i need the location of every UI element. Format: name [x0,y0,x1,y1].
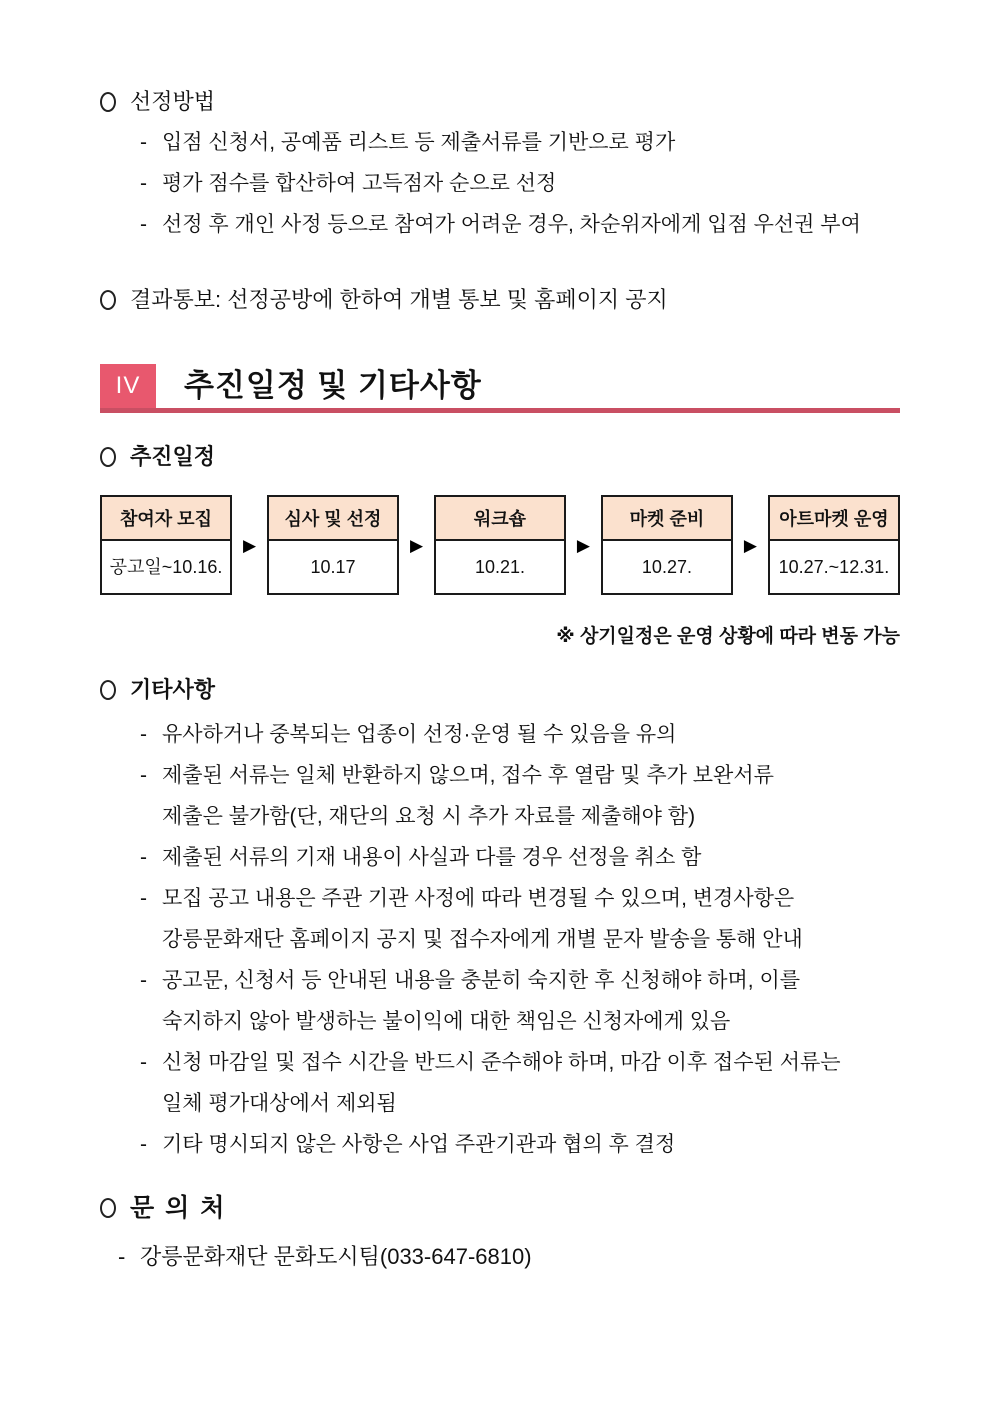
flow-step-label: 심사 및 선정 [269,497,397,541]
list-item-text: 제출된 서류의 기재 내용이 사실과 다를 경우 선정을 취소 함 [162,846,702,869]
selection-method-section [100,88,900,240]
list-item [140,1130,900,1160]
etc-heading [100,676,900,704]
list-item-text: 공고문, 신청서 등 안내된 내용을 충분히 숙지한 후 신청해야 하며, 이를 [162,969,801,992]
contact-heading [100,1194,900,1222]
dash-bullet: - [140,1133,147,1156]
list-item-text: 모집 공고 내용은 주관 기관 사정에 따라 변경될 수 있으며, 변경사항은 [162,887,795,910]
list-item-text: 선정 후 개인 사정 등으로 참여가 어려운 경우, 차순위자에게 입점 우선권 부여 [162,213,861,236]
dash-bullet: - [140,723,147,746]
list-item [140,169,900,199]
list-item [140,720,900,750]
contact-line [118,1242,900,1272]
flow-step-label: 아트마켓 운영 [770,497,898,541]
selection-method-list [140,128,900,240]
list-item-text: 평가 점수를 합산하여 고득점자 순으로 선정 [162,172,557,195]
list-item [140,1048,900,1119]
arrow-right-icon: ▶ [409,535,424,555]
circle-bullet-icon [100,447,116,467]
schedule-title: 추진일정 [130,444,216,469]
flow-step-label: 참여자 모집 [102,497,230,541]
etc-section [100,676,900,1160]
list-item-text: 입점 신청서, 공예품 리스트 등 제출서류를 기반으로 평가 [162,131,676,154]
list-item-text: 숙지하지 않아 발생하는 불이익에 대한 책임은 신청자에게 있음 [162,1010,731,1033]
flow-step-date: 10.27. [641,557,692,577]
contact-text: 강릉문화재단 문화도시팀(033-647-6810) [140,1244,532,1269]
list-item-text: 제출된 서류는 일체 반환하지 않으며, 접수 후 열람 및 추가 보완서류 [162,764,774,787]
section-4-header [100,364,900,413]
flow-step-date: 10.17 [310,557,356,577]
result-notice-section [100,286,900,314]
list-item [140,884,900,955]
dash-bullet: - [140,969,147,992]
flow-step-date: 공고일~10.16. [109,557,223,577]
arrow-right-icon: ▶ [576,535,590,555]
flow-step-date: 10.21. [474,557,525,577]
flow-step [768,495,900,595]
selection-method-title: 선정방법 [130,89,216,114]
contact-title: 문 의 처 [130,1194,227,1222]
dash-bullet: - [140,172,147,195]
list-item-text: 유사하거나 중복되는 업종이 선정·운영 될 수 있음을 유의 [162,723,677,746]
dash-bullet: - [140,213,147,236]
dash-bullet: - [140,131,147,154]
dash-bullet: - [140,846,147,869]
flow-step [267,495,399,595]
selection-method-heading [100,88,900,116]
flow-step [100,495,232,595]
flow-step-label: 마켓 준비 [603,497,731,541]
dash-bullet: - [140,887,147,910]
contact-section [100,1194,900,1272]
arrow-right-icon: ▶ [242,535,257,555]
flow-step [601,495,733,595]
flow-step-date: 10.27.~12.31. [778,557,890,577]
circle-bullet-icon [100,290,116,310]
section-number-badge: IV [100,364,156,408]
list-item [140,761,900,832]
list-item-text: 기타 명시되지 않은 사항은 사업 주관기관과 협의 후 결정 [162,1133,676,1156]
result-notice-line [100,286,900,314]
list-item-text: 신청 마감일 및 접수 시간을 반드시 준수해야 하며, 마감 이후 접수된 서류는 [162,1051,841,1074]
dash-bullet: - [140,764,147,787]
schedule-note: ※ 상기일정은 운영 상황에 따라 변동 가능 [556,626,900,647]
circle-bullet-icon [100,680,116,700]
list-item [140,843,900,873]
circle-bullet-icon [100,92,116,112]
schedule-section [100,443,900,648]
dash-bullet: - [140,1051,147,1074]
arrow-right-icon: ▶ [743,535,757,555]
list-item [140,128,900,158]
circle-bullet-icon [100,1198,116,1218]
list-item-text: 강릉문화재단 홈페이지 공지 및 접수자에게 개별 문자 발송을 통해 안내 [162,928,803,951]
schedule-flowchart [100,495,900,595]
list-item-text: 일체 평가대상에서 제외됨 [162,1092,397,1115]
flow-step-label: 워크숍 [436,497,564,541]
schedule-heading [100,443,900,471]
flow-step [434,495,566,595]
list-item [140,210,900,240]
list-item-text: 제출은 불가함(단, 재단의 요청 시 추가 자료를 제출해야 함) [162,805,696,828]
result-notice-title: 결과통보 [130,287,216,312]
etc-title: 기타사항 [130,677,216,702]
list-item [140,966,900,1037]
result-notice-text: : 선정공방에 한하여 개별 통보 및 홈페이지 공지 [215,287,668,312]
etc-list [140,720,900,1160]
dash-bullet: - [118,1244,126,1269]
section-title: 추진일정 및 기타사항 [184,368,482,403]
